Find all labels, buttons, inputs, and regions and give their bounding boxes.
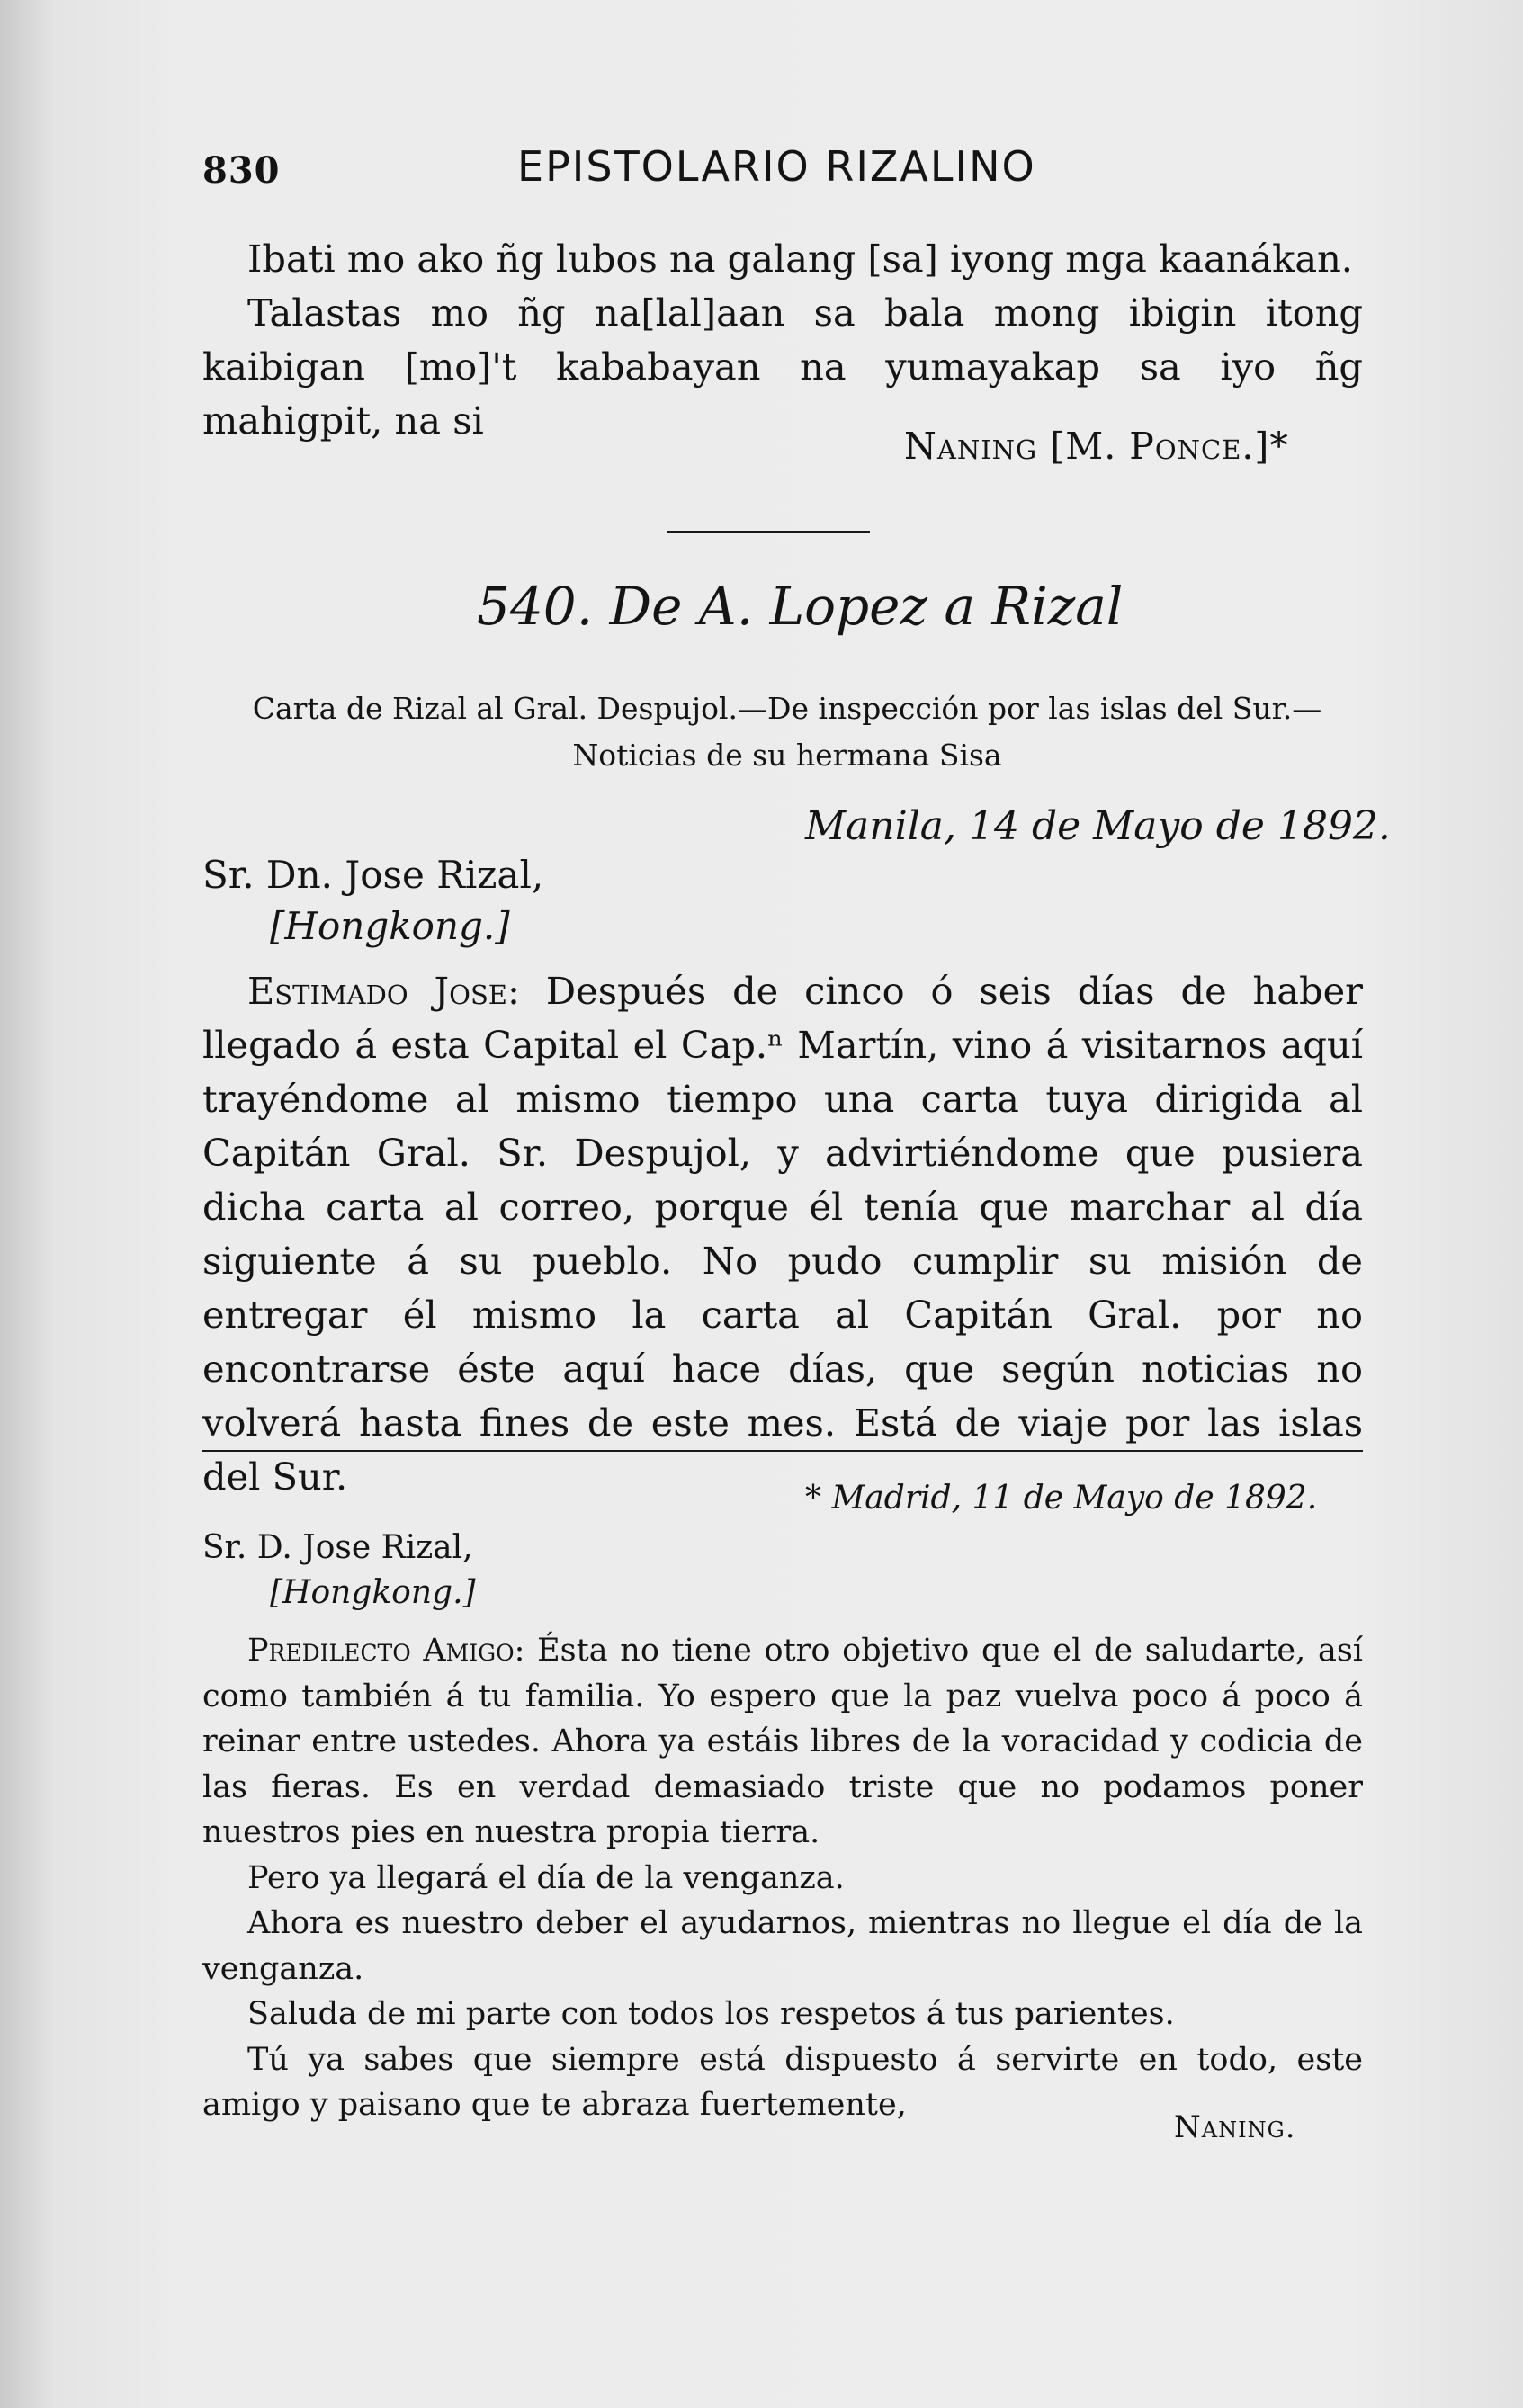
footnote-paragraph: Tú ya sabes que siempre está dispuesto á servirte en todo, este amigo y paisano que te abraza fuertemente, (202, 2041, 1363, 2123)
footnote-addressee-name: Sr. D. Jose Rizal, (202, 1529, 473, 1566)
top-letter-paragraph: Talastas mo ñg na[lal]aan sa bala mong ibigin itong kaibigan [mo]'t kababayan na yumayakap sa iyo ñg mahigpit, na si (202, 291, 1363, 443)
footnote-addressee-place: [Hongkong.] (270, 1574, 476, 1611)
letter-body-paragraph (202, 964, 1363, 1504)
letter-summary (202, 685, 1372, 779)
letter-heading: 540. De A. Lopez a Rizal (477, 576, 1124, 637)
top-letter-continuation (202, 232, 1363, 448)
page-number: 830 (202, 149, 281, 192)
footnote-signature: Naning. (1174, 2109, 1296, 2145)
footnote-body (202, 1628, 1363, 2128)
top-letter-paragraph: Ibati mo ako ñg lubos na galang [sa] iyong mga kaanákan. (247, 237, 1353, 281)
summary-line: Noticias de su hermana Sisa (572, 738, 1002, 773)
section-divider (667, 531, 870, 533)
letter-addressee-place: [Hongkong.] (270, 904, 510, 948)
footnote-paragraph: Saluda de mi parte con todos los respetos á tus parientes. (247, 1996, 1175, 2032)
footnote-date: * Madrid, 11 de Mayo de 1892. (805, 1480, 1318, 1517)
letter-addressee-name: Sr. Dn. Jose Rizal, (202, 853, 544, 897)
footnote-paragraph: Pero ya llegará el día de la venganza. (247, 1859, 845, 1896)
footnote-paragraph (202, 1628, 1363, 1856)
letter-date: Manila, 14 de Mayo de 1892. (805, 803, 1391, 849)
summary-line: Carta de Rizal al Gral. Despujol.—De inspección por las islas del Sur.— (252, 691, 1322, 726)
footnote-paragraph: Ahora es nuestro deber el ayudarnos, mientras no llegue el día de la venganza. (202, 1905, 1363, 1987)
letter-body-text: Después de cinco ó seis días de haber llegado á esta Capital el Cap.ⁿ Martín, vino á visitarnos aquí trayéndome al mismo tiempo una carta tuya dirigida al Capitán Gral. Sr. Despujol, y advirtiéndome que pusiera dicha carta al correo, porque él tenía que marchar al día siguiente á su pueblo. No pudo cumplir su misión de entregar él mismo la carta al Capitán Gral. por no encontrarse éste aquí hace días, que según noticias no volverá hasta fines de este mes. Está de viaje por las islas del Sur. (202, 969, 1363, 1499)
running-title: EPISTOLARIO RIZALINO (517, 142, 1036, 191)
footnote-salutation: Predilecto Amigo: (247, 1633, 525, 1669)
running-header (202, 142, 1372, 205)
footnote-divider (202, 1450, 1363, 1452)
letter-body (202, 964, 1363, 1504)
top-letter-signature: Naning [M. Ponce.]* (904, 425, 1289, 468)
letter-salutation: Estimado Jose: (247, 969, 520, 1013)
footnote-text: Ésta no tiene otro objetivo que el de saludarte, así como también á tu familia. Yo espero que la paz vuelva poco á poco á reinar entre ustedes. Ahora ya estáis libres de la voracidad y codicia de las fieras. Es en verdad demasiado triste que no podamos poner nuestros pies en nuestra propia tierra. (202, 1633, 1363, 1850)
